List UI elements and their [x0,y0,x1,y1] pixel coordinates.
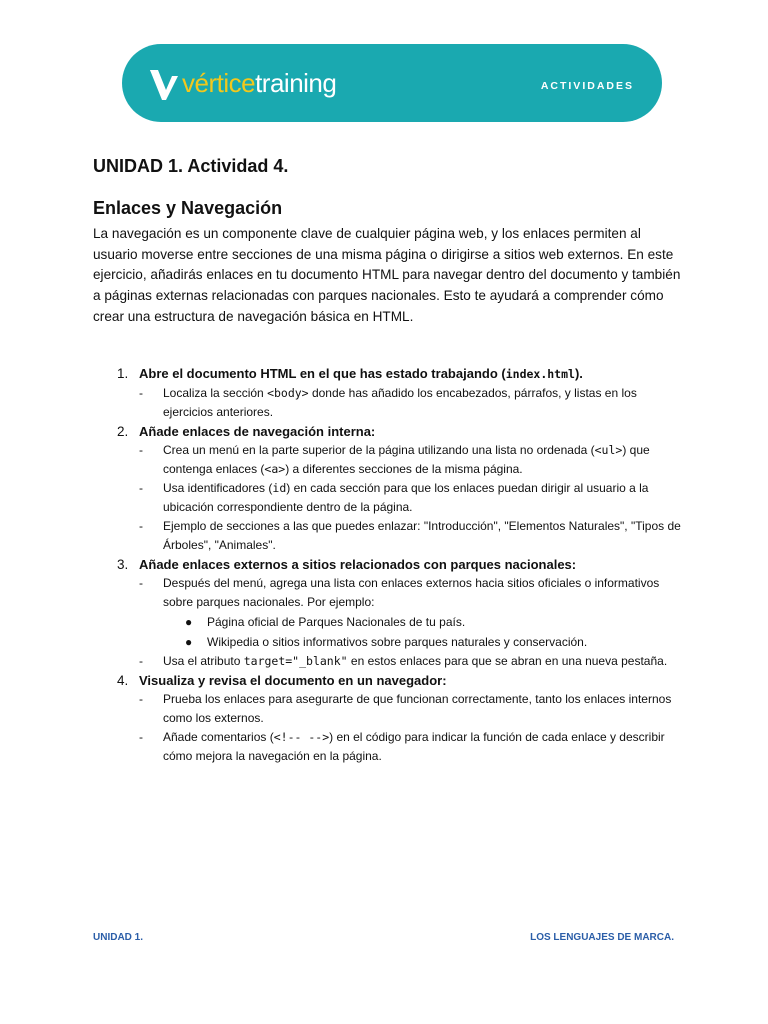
inline-code: <body> [267,386,309,400]
steps-list [93,364,683,766]
item-text: Después del menú, agrega una lista con enlaces externos hacia sitios oficiales o informativos sobre parques nacionales. Por ejemplo: [163,576,660,609]
item-text: ) en el código para indicar la función de cada enlace y describir cómo mejora la navegación en la página. [163,730,665,763]
unit-title: UNIDAD 1. Actividad 4. [93,156,289,176]
item-text: en estos enlaces para que se abran en una nueva pestaña. [347,654,668,668]
inline-code: id [272,481,287,495]
step-number: 1. [117,366,129,381]
banner-label: ACTIVIDADES [540,80,634,92]
intro-paragraph: La navegación es un componente clave de cualquier página web, y los enlaces permiten al usuario moverse entre secciones de una misma página o dirigirse a sitios web externos. En este ejercicio, añadirás enlaces en tu documento HTML para navegar dentro del documento y también a páginas externas relacionadas con parques nacionales. Esto te ayudará a comprender cómo crear una estructura de navegación básica en HTML. [93,226,681,324]
item-text: donde has añadido los encabezados, párrafos, y listas en los ejercicios anteriores. [163,386,637,419]
item-text: Crea un menú en la parte superior de la página utilizando una lista no ordenada ( [163,443,595,457]
sub-list [93,690,683,766]
bullet-item [93,612,683,632]
dash-marker: - [139,576,143,590]
item-text: ) en cada sección para que los enlaces puedan dirigir al usuario a la ubicación correspondiente dentro de la página. [163,481,649,514]
bullet-dot: ● [185,635,193,649]
sub-list-item [93,517,683,555]
sub-list-item [93,652,683,671]
sub-list-item [93,690,683,728]
sub-list-item [93,479,683,517]
sub-list [93,384,683,422]
header-banner [122,44,662,122]
sub-list [93,441,683,555]
item-text: Usa el atributo [163,654,244,668]
bullet-dot: ● [185,615,193,629]
step-title-code: index.html [505,367,575,381]
step-heading [93,364,683,384]
item-text: ) que contenga enlaces ( [163,443,650,476]
step-number: 2. [117,424,129,439]
item-text: Añade comentarios ( [163,730,274,744]
dash-marker: - [139,519,143,533]
step-heading [93,422,683,441]
item-text: Ejemplo de secciones a las que puedes enlazar: "Introducción", "Elementos Naturales", "Tipos de Árboles", "Animales". [163,519,681,552]
bullet-text: Wikipedia o sitios informativos sobre parques naturales y conservación. [207,635,588,649]
dash-marker: - [139,654,143,668]
step-item [93,671,683,766]
bullet-text: Página oficial de Parques Nacionales de tu país. [207,615,466,629]
inline-code: <!-- --> [273,730,330,744]
bullet-list [163,612,683,652]
dash-marker: - [139,443,143,457]
sub-list-item [93,728,683,766]
step-title: Añade enlaces externos a sitios relacionados con parques nacionales: [139,557,577,572]
inline-code: <ul> [594,443,623,457]
step-heading [93,555,683,574]
item-text: Prueba los enlaces para asegurarte de que funcionan correctamente, tanto los enlaces internos como los externos. [163,692,672,725]
item-text: Usa identificadores ( [163,481,273,495]
inline-code: target="_blank" [243,654,348,668]
sub-list [93,574,683,671]
logo-wordmark [182,68,336,98]
sub-list-item [93,441,683,479]
logo-wordmark-part2: training [255,68,337,98]
step-number: 3. [117,557,129,572]
vertice-logo-icon [148,68,182,100]
step-item [93,364,683,422]
footer-unit: UNIDAD 1. [93,932,144,943]
logo-wordmark-part1: vértice [182,68,256,98]
inline-code: <a> [264,462,286,476]
dash-marker: - [139,730,143,744]
section-title: Enlaces y Navegación [93,198,283,218]
bullet-item [93,632,683,652]
step-title-end: ). [574,366,583,381]
step-title: Visualiza y revisa el documento en un navegador: [139,673,447,688]
step-heading [93,671,683,690]
sub-list-item [93,384,683,422]
step-title: Abre el documento HTML en el que has estado trabajando ( [139,366,506,381]
sub-list-item [93,574,683,652]
step-item [93,555,683,671]
dash-marker: - [139,386,143,400]
step-number: 4. [117,673,129,688]
step-item [93,422,683,555]
dash-marker: - [139,692,143,706]
item-text: ) a diferentes secciones de la misma página. [285,462,523,476]
item-text: Localiza la sección [163,386,268,400]
dash-marker: - [139,481,143,495]
step-title: Añade enlaces de navegación interna: [139,424,376,439]
footer-subject: LOS LENGUAJES DE MARCA. [530,932,674,943]
